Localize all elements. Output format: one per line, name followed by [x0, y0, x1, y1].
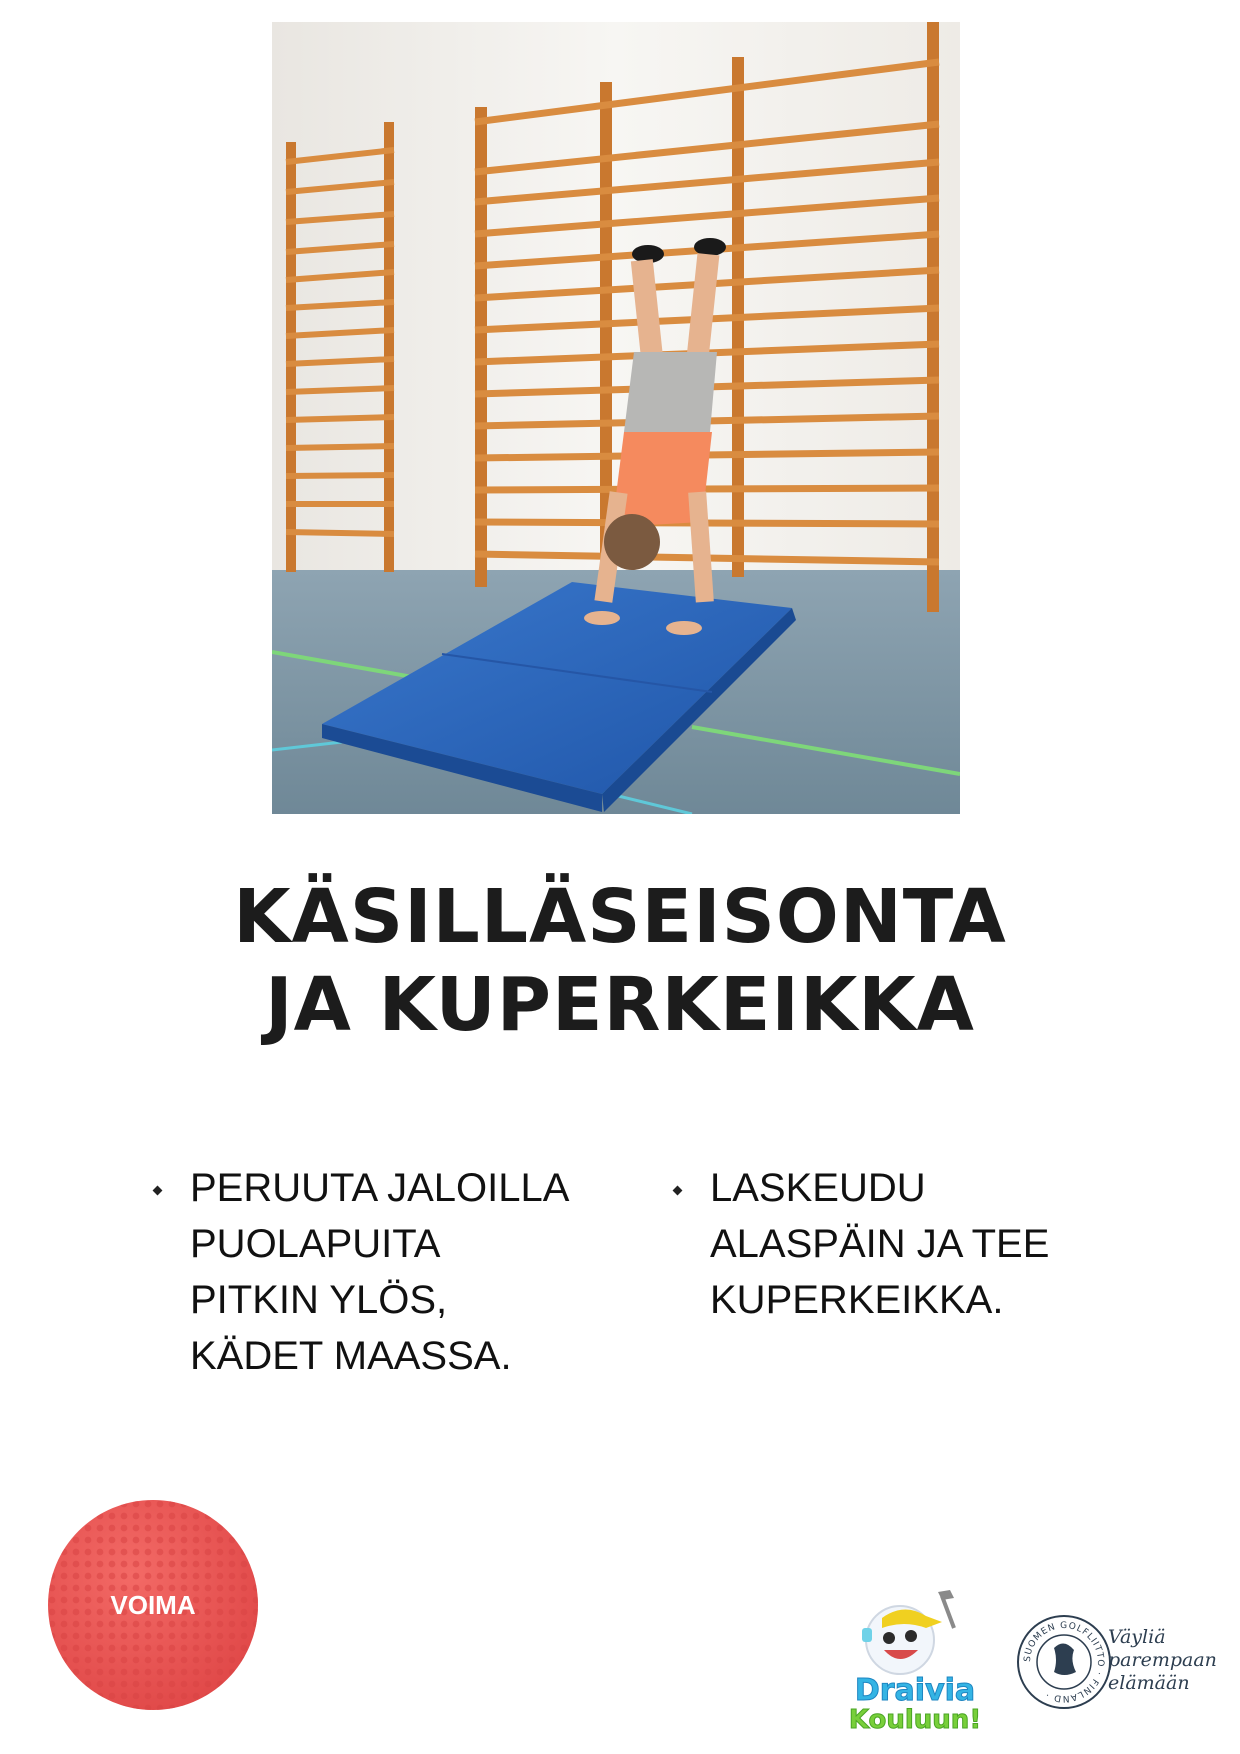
- title-line-1: KÄSILLÄSEISONTA: [233, 874, 1007, 960]
- instruction-line: KUPERKEIKKA.: [710, 1278, 1004, 1322]
- handstand-photo: [272, 22, 960, 814]
- category-label: VOIMA: [110, 1590, 196, 1620]
- draivia-kouluun-logo: [842, 1588, 988, 1734]
- slogan: [1108, 1626, 1217, 1695]
- instruction-item-1: [190, 1160, 620, 1384]
- svg-text:Draivia: Draivia: [854, 1673, 976, 1708]
- instruction-line: ALASPÄIN JA TEE: [710, 1222, 1050, 1266]
- title-line-2: JA KUPERKEIKKA: [265, 962, 975, 1048]
- golfliitto-seal-logo: [1016, 1614, 1112, 1710]
- instruction-line: PERUUTA JALOILLA: [190, 1166, 570, 1210]
- instruction-line: LASKEUDU: [710, 1166, 926, 1210]
- svg-text:SUOMEN GOLFLIITTO · FINLAND ·: SUOMEN GOLFLIITTO · FINLAND ·: [1022, 1620, 1106, 1704]
- bullet-icon: [673, 1186, 683, 1196]
- instruction-line: PUOLAPUITA: [190, 1222, 441, 1266]
- slogan-line: elämään: [1108, 1672, 1190, 1694]
- instruction-line: PITKIN YLÖS,: [190, 1278, 448, 1322]
- slogan-line: Väyliä: [1108, 1626, 1166, 1648]
- slogan-line: parempaan: [1108, 1649, 1217, 1671]
- instruction-line: KÄDET MAASSA.: [190, 1334, 512, 1378]
- bullet-icon: [153, 1186, 163, 1196]
- svg-text:Kouluun!: Kouluun!: [848, 1705, 982, 1734]
- instruction-item-2: [710, 1160, 1130, 1328]
